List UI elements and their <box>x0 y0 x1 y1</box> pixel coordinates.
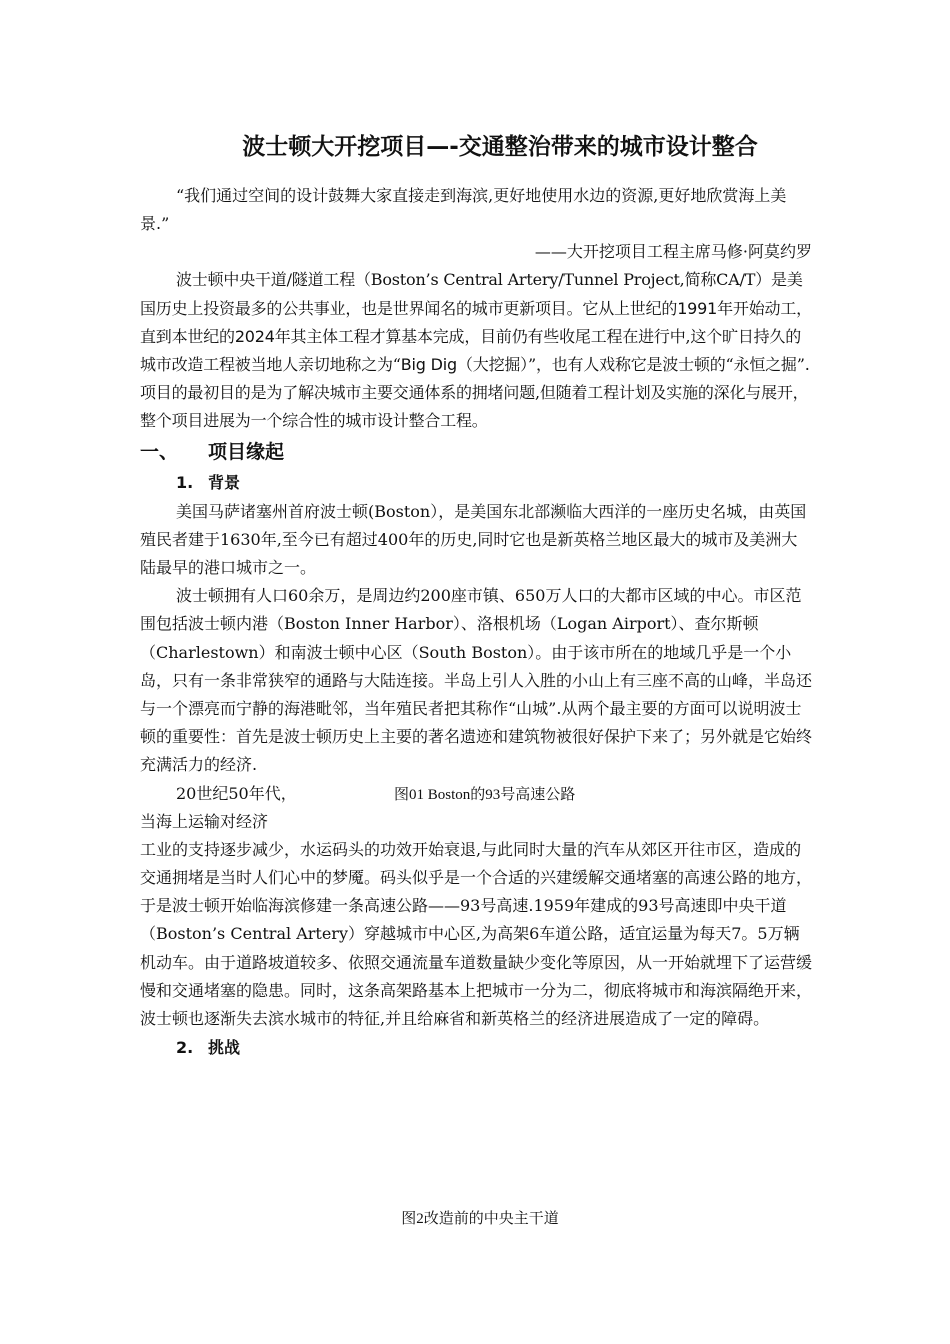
background-paragraph-2: 波士顿拥有人口60余万，是周边约200座市镇、650万人口的大都市区域的中心。市区范围包括波士顿内港（Boston Inner Harbor）、洛根机场（Logan Airport）、查尔斯顿（Charlestown）和南波士顿中心区（South Boston）。由于该市所在的地域几乎是一个小岛，只有一条非常狭窄的通路与大陆连接。半岛上引人入胜的小山上有三座不高的山峰，半岛还与一个漂亮而宁静的海港毗邻，当年殖民者把其称作“山城”.从两个最主要的方面可以说明波士顿的重要性：首先是波士顿历史上主要的著名遗迹和建筑物被很好保护下来了；另外就是它始终充满活力的经济. <box>140 586 813 775</box>
subsection-heading-background <box>176 468 812 498</box>
epigraph-attribution: ——大开挖项目工程主席马修·阿莫约罗 <box>534 242 812 262</box>
background-paragraph-3-rest: 工业的支持逐步减少，水运码头的功效开始衰退,与此同时大量的汽车从郊区开往市区，造成的交通拥堵是当时人们心中的梦魇。码头似乎是一个合适的兴建缓解交通堵塞的高速公路的地方，于是波士顿开始临海滨修建一条高速公路——93号高速.1959年建成的93号高速即中央干道（Boston’s Central Artery）穿越城市中心区,为高架6车道公路，适宜运量为每天7。5万辆机动车。由于道路坡道较多、依照交通流量车道数量缺少变化等原因，从一开始就埋下了运营缓慢和交通堵塞的隐患。同时，这条高架路基本上把城市一分为二，彻底将城市和海滨隔绝开来，波士顿也逐渐失去滨水城市的特征,并且给麻省和新英格兰的经济进展造成了一定的障碍。 <box>140 839 813 1029</box>
intro-year-end: 2024 <box>234 326 275 346</box>
document-title: 波士顿大开挖项目—-交通整治带来的城市设计整合 <box>242 134 758 160</box>
subsection-title: 挑战 <box>208 1038 241 1058</box>
intro-text-1: 波士顿中央干道/隧道工程（Boston’s Central Artery/Tunnel Project,简称CA/T）是美国历史上投资最多的公共事业，也是世界闻名的城市更新项目。它从上世纪的 <box>140 270 803 318</box>
subsection-heading-challenge <box>176 1033 812 1063</box>
intro-nickname: Big Dig <box>400 355 457 375</box>
background-paragraph-3-start: 20世纪50年代， <box>176 783 297 803</box>
figure2-caption: 图2改造前的中央主干道 <box>401 1211 559 1227</box>
intro-paragraph <box>140 266 812 435</box>
intro-text-3: 年其主体工程才算基本完成，目前仍有些收尾工程在进行中,这个旷日持久的城市改造工程被当地人亲切地称之为“ <box>140 326 802 375</box>
document-body <box>140 182 812 1063</box>
section-title: 项目缘起 <box>208 440 285 463</box>
background-paragraph-3-line2: 当海上运输对经济 <box>140 811 269 831</box>
section-number: 一、 <box>140 440 179 463</box>
figure1-row <box>140 780 812 808</box>
background-paragraph-1: 美国马萨诸塞州首府波士顿(Boston），是美国东北部濒临大西洋的一座历史名城，由英国殖民者建于1630年,至今已有超过400年的历史,同时它也是新英格兰地区最大的城市及美洲大陆最早的港口城市之一。 <box>140 501 807 578</box>
subsection-title: 背景 <box>208 472 241 492</box>
section-heading <box>140 436 812 468</box>
epigraph-quote: “我们通过空间的设计鼓舞大家直接走到海滨,更好地使用水边的资源,更好地欣赏海上美景.” <box>140 186 787 234</box>
subsection-number: 1. <box>176 472 194 492</box>
intro-text-4: （大挖掘）”，也有人戏称它是波士顿的“永恒之掘”.项目的最初目的是为了解决城市主要交通体系的拥堵问题,但随着工程计划及实施的深化与展开，整个项目进展为一个综合性的城市设计整合工程。 <box>140 355 810 431</box>
intro-text-2: 年开始动工，直到本世纪的 <box>140 298 812 346</box>
figure1-caption: 图01 Boston的93号高速公路 <box>394 786 576 803</box>
intro-year-start: 1991 <box>677 298 718 318</box>
subsection-number: 2. <box>176 1038 194 1058</box>
